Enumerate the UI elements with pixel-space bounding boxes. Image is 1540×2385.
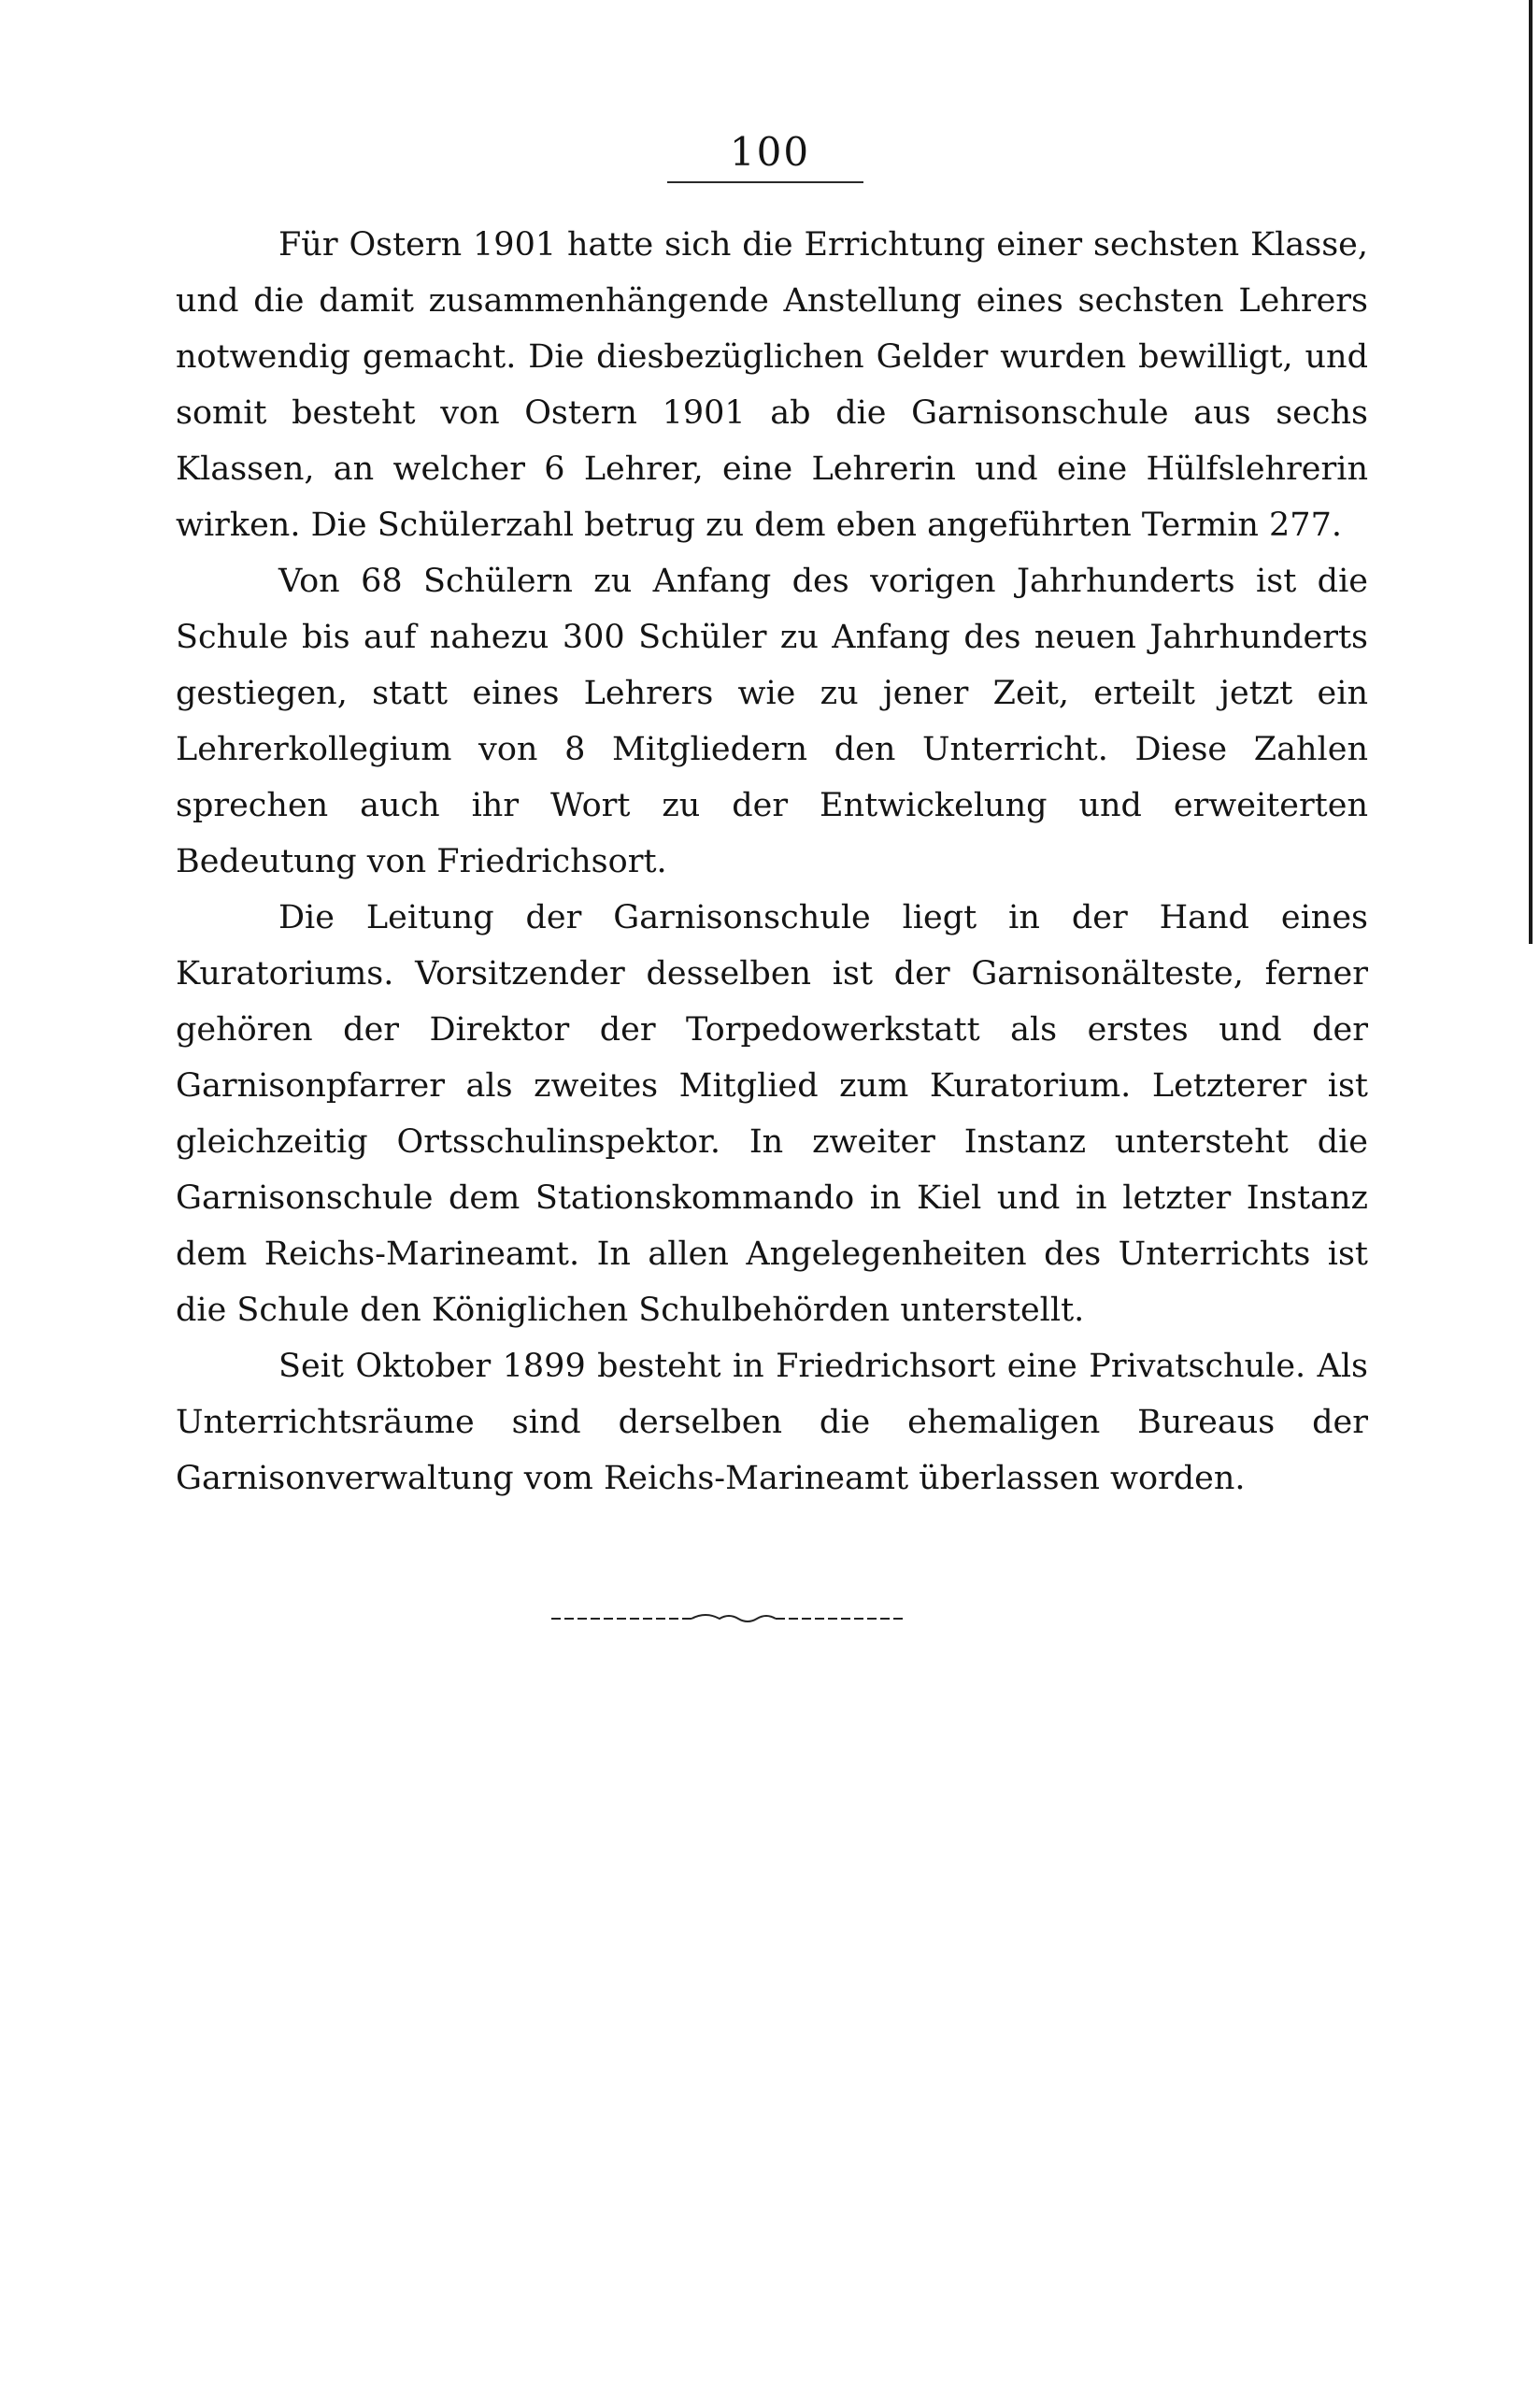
paragraph-4: Seit Oktober 1899 besteht in Friedrichsort eine Privatschule. Als Unterrichtsräume sind derselben die ehemaligen Bureaus der Garnisonverwaltung vom Reichs-Marineamt überlassen worden. <box>176 1348 1368 1497</box>
page-number-rule <box>667 181 863 183</box>
page-number: 100 <box>729 129 811 175</box>
end-ornament <box>551 1609 906 1628</box>
body-text <box>176 217 1368 1507</box>
paragraph-2: Von 68 Schülern zu Anfang des vorigen Jahrhunderts ist die Schule bis auf nahezu 300 Schüler zu Anfang des neuen Jahrhunderts gestiegen, statt eines Lehrers wie zu jener Zeit, erteilt jetzt ein Lehrerkollegium von 8 Mitgliedern den Unterricht. Diese Zahlen sprechen auch ihr Wort zu der Entwickelung und erweiterten Bedeutung von Friedrichsort. <box>176 563 1368 880</box>
paragraph-1: Für Ostern 1901 hatte sich die Errichtung einer sechsten Klasse, und die damit zusammenhängende Anstellung eines sechsten Lehrers notwendig gemacht. Die diesbezüglichen Gelder wurden bewilligt, und somit besteht von Ostern 1901 ab die Garnisonschule aus sechs Klassen, an welcher 6 Lehrer, eine Lehrerin und eine Hülfslehrerin wirken. Die Schülerzahl betrug zu dem eben angeführten Termin 277. <box>176 226 1368 544</box>
paragraph-3: Die Leitung der Garnisonschule liegt in der Hand eines Kuratoriums. Vorsitzender desselben ist der Garnisonälteste, ferner gehören der Direktor der Torpedowerkstatt als erstes und der Garnisonpfarrer als zweites Mitglied zum Kuratorium. Letzterer ist gleichzeitig Ortsschulinspektor. In zweiter Instanz untersteht die Garnisonschule dem Stationskommando in Kiel und in letzter Instanz dem Reichs-Marineamt. In allen Angelegenheiten des Unterrichts ist die Schule den Königlichen Schulbehörden unterstellt. <box>176 899 1368 1329</box>
